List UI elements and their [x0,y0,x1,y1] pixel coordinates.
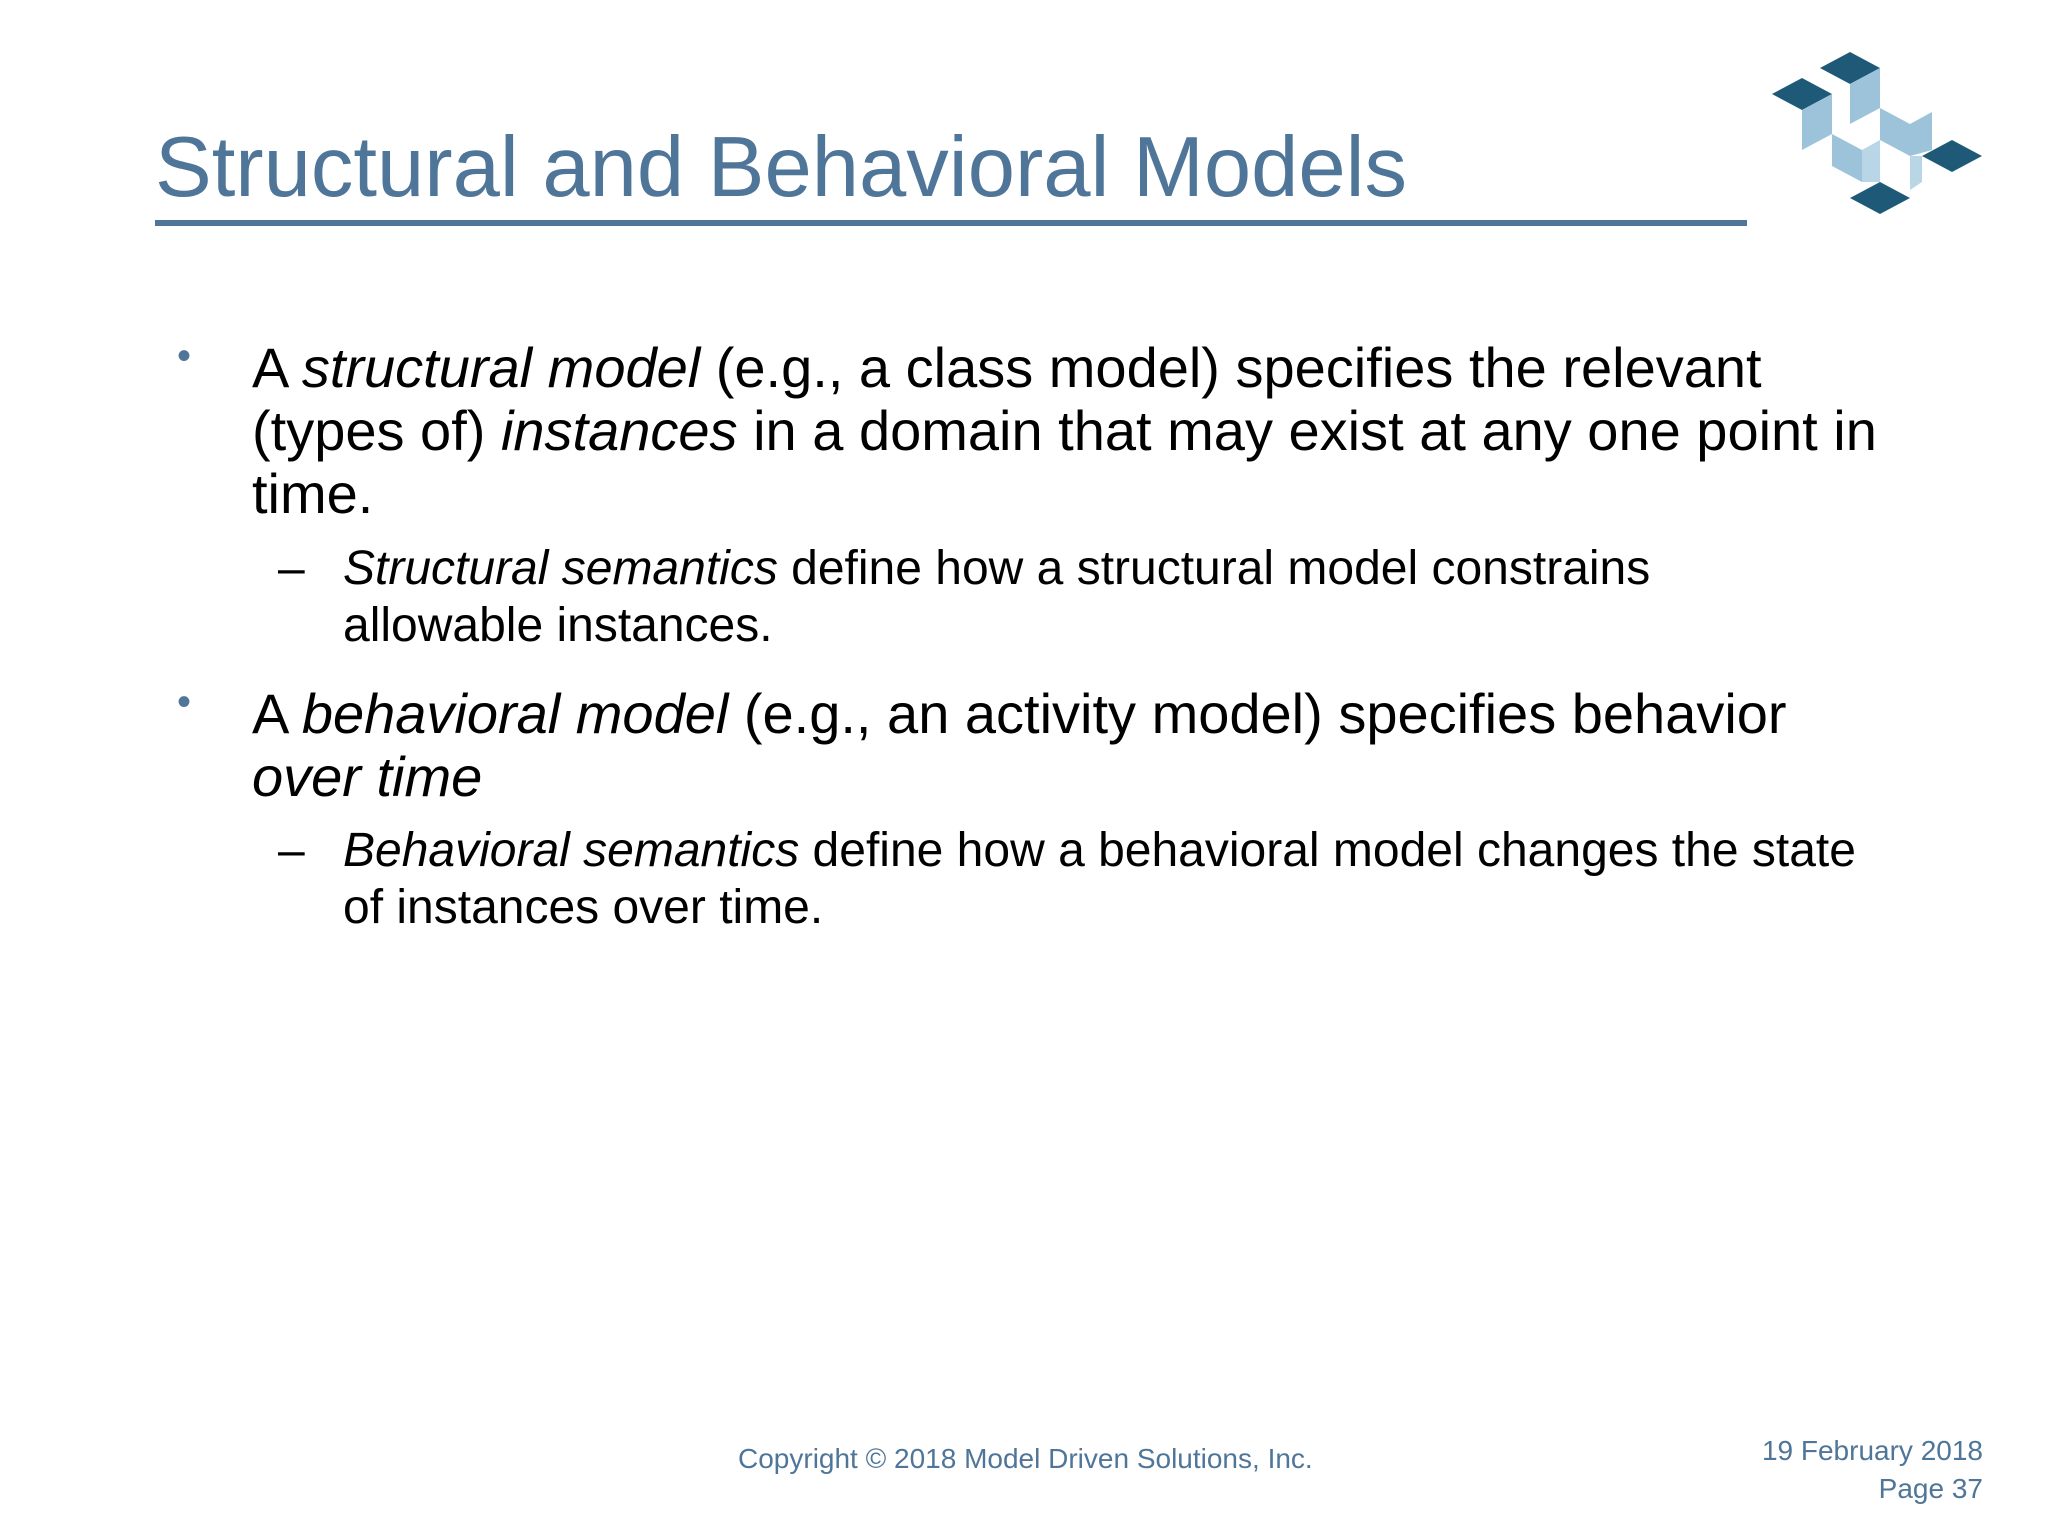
text-run: in a domain that may exist at any one point in time. [252,399,1877,525]
logo-facet [1832,134,1862,182]
footer-copyright: Copyright © 2018 Model Driven Solutions, Inc. [738,1443,1313,1474]
logo-facet [1910,112,1932,156]
emphasis-text: structural model [301,336,701,399]
bullet-text [252,682,1892,808]
bullet-text [252,336,1892,525]
slide-title: Structural and Behavioral Models [155,120,1408,215]
emphasis-text: Behavioral semantics [343,824,800,877]
text-run: define how a structural model constrains allowable instances. [343,542,1651,652]
bullet-marker: • [177,334,192,378]
footer-date-block [1762,1432,1983,1508]
emphasis-text: Structural semantics [343,542,778,595]
emphasis-text: over time [252,745,483,808]
logo-facet [1910,156,1922,190]
title-underline [155,220,1747,226]
footer-page-number: Page 37 [1878,1473,1983,1504]
text-run: (e.g., an activity model) specifies behavior [728,682,1787,745]
logo-facet [1880,108,1910,156]
sub-bullet-marker: – [278,542,305,595]
sub-bullet-text [343,540,1863,654]
sub-bullet-marker: – [278,824,305,877]
emphasis-text: behavioral model [301,682,729,745]
emphasis-text: instances [500,399,738,462]
sub-bullet-text [343,822,1863,936]
text-run: A [252,336,302,399]
bullet-marker: • [177,680,192,724]
company-logo-icon [1772,50,2002,220]
text-run: (e.g., a class model) specifies the relevant (types of) [252,336,1762,462]
text-run: define how a behavioral model changes the state of instances over time. [343,824,1856,934]
footer-date: 19 February 2018 [1761,1435,1983,1466]
text-run: A [252,682,302,745]
logo-facet [1862,140,1880,182]
logo-diamond [1850,182,1910,214]
